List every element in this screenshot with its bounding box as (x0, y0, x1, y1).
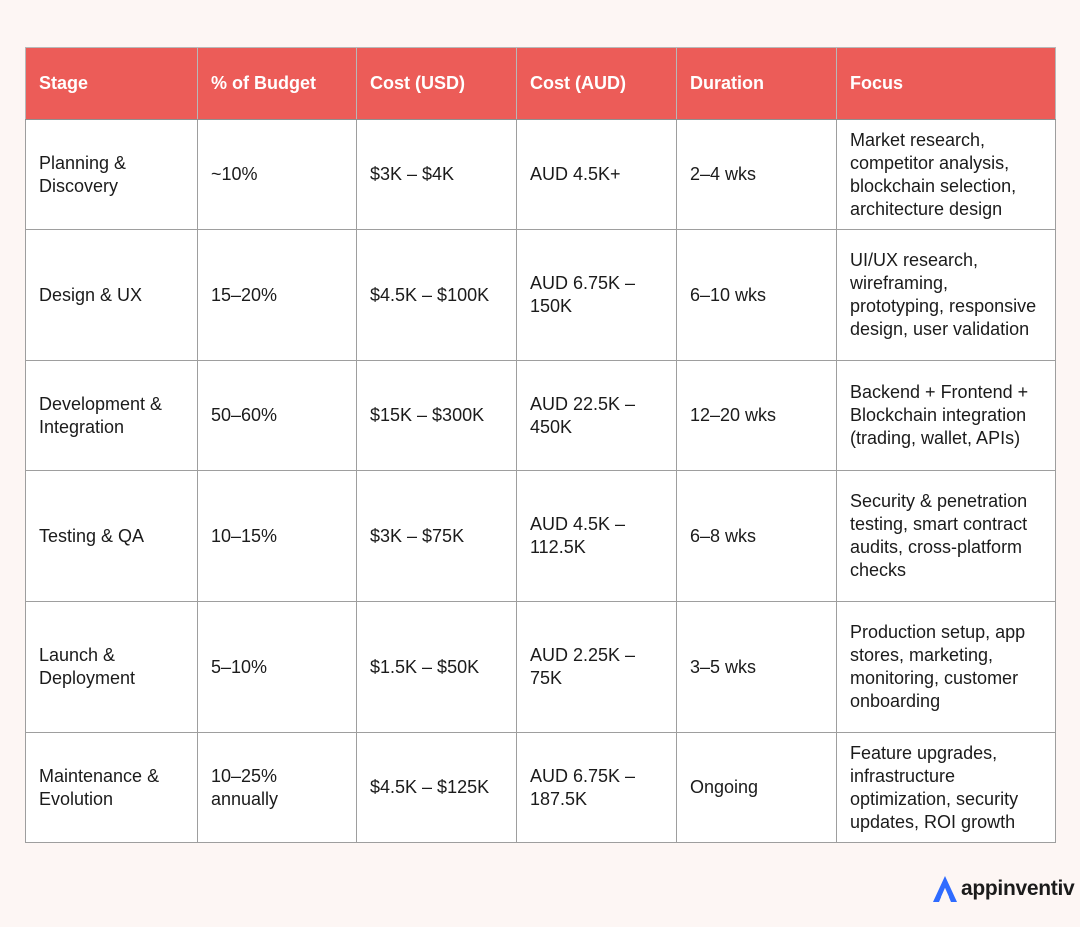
cell-budget: 15–20% (198, 230, 357, 361)
cell-budget: 10–15% (198, 471, 357, 602)
cell-stage: Development & Integration (26, 361, 198, 471)
cell-cost-usd: $1.5K – $50K (357, 602, 517, 733)
header-stage: Stage (26, 48, 198, 120)
header-duration: Duration (677, 48, 837, 120)
cell-cost-aud: AUD 6.75K – 150K (517, 230, 677, 361)
cell-cost-aud: AUD 6.75K – 187.5K (517, 733, 677, 843)
cell-cost-usd: $4.5K – $125K (357, 733, 517, 843)
cell-stage: Design & UX (26, 230, 198, 361)
cell-cost-usd: $3K – $75K (357, 471, 517, 602)
table-row (26, 120, 1056, 230)
cell-duration: 6–8 wks (677, 471, 837, 602)
cell-stage: Maintenance & Evolution (26, 733, 198, 843)
appinventiv-logo (932, 874, 1074, 904)
cell-duration: 12–20 wks (677, 361, 837, 471)
table-row (26, 230, 1056, 361)
table-row (26, 471, 1056, 602)
cell-cost-aud: AUD 4.5K+ (517, 120, 677, 230)
cell-stage: Planning & Discovery (26, 120, 198, 230)
cell-focus: Feature upgrades, infrastructure optimization, security updates, ROI growth (837, 733, 1056, 843)
table-row (26, 361, 1056, 471)
cell-cost-usd: $3K – $4K (357, 120, 517, 230)
cell-duration: 3–5 wks (677, 602, 837, 733)
cell-cost-aud: AUD 4.5K – 112.5K (517, 471, 677, 602)
cell-duration: 2–4 wks (677, 120, 837, 230)
cell-cost-usd: $15K – $300K (357, 361, 517, 471)
cell-focus: UI/UX research, wireframing, prototyping, responsive design, user validation (837, 230, 1056, 361)
header-budget: % of Budget (198, 48, 357, 120)
header-focus: Focus (837, 48, 1056, 120)
table-row (26, 733, 1056, 843)
cell-stage: Testing & QA (26, 471, 198, 602)
brand-name: appinventiv (961, 877, 1075, 900)
cell-cost-aud: AUD 22.5K – 450K (517, 361, 677, 471)
table-header-row (26, 48, 1056, 120)
cell-focus: Security & penetration testing, smart contract audits, cross-platform checks (837, 471, 1056, 602)
appinventiv-logo-icon (932, 875, 958, 903)
cell-stage: Launch & Deployment (26, 602, 198, 733)
cell-duration: Ongoing (677, 733, 837, 843)
cell-duration: 6–10 wks (677, 230, 837, 361)
cell-focus: Production setup, app stores, marketing, monitoring, customer onboarding (837, 602, 1056, 733)
cell-focus: Backend + Frontend + Blockchain integration (trading, wallet, APIs) (837, 361, 1056, 471)
cell-budget: 10–25% annually (198, 733, 357, 843)
cell-cost-usd: $4.5K – $100K (357, 230, 517, 361)
header-cost-usd: Cost (USD) (357, 48, 517, 120)
cell-cost-aud: AUD 2.25K – 75K (517, 602, 677, 733)
cell-budget: 5–10% (198, 602, 357, 733)
table-row (26, 602, 1056, 733)
header-cost-aud: Cost (AUD) (517, 48, 677, 120)
cell-focus: Market research, competitor analysis, blockchain selection, architecture design (837, 120, 1056, 230)
cell-budget: 50–60% (198, 361, 357, 471)
cell-budget: ~10% (198, 120, 357, 230)
cost-breakdown-table (25, 47, 1056, 843)
